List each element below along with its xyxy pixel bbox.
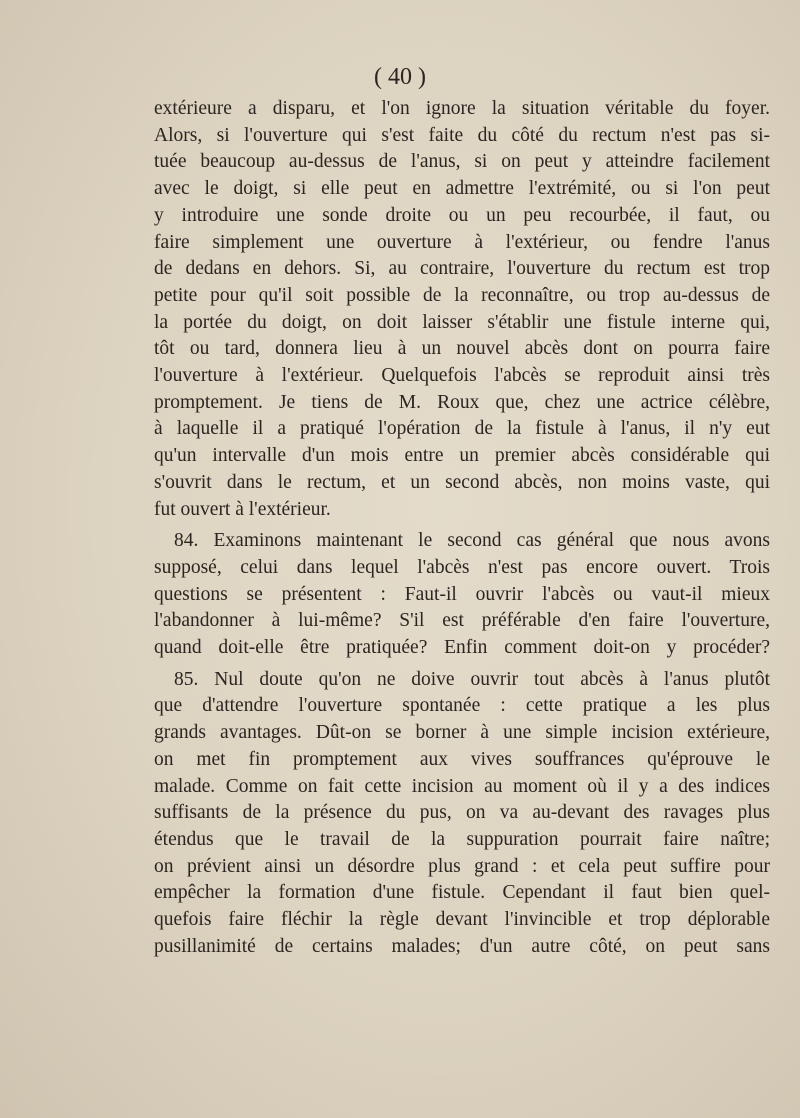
text-line: l'ouverture à l'extérieur. Quelquefois l'abcès se reproduit ainsi très	[154, 365, 770, 387]
text-line: suffisants de la présence du pus, on va au-devant des ravages plus	[154, 802, 770, 824]
text-line: Alors, si l'ouverture qui s'est faite du côté du rectum n'est pas si-	[154, 124, 770, 146]
text-line: supposé, celui dans lequel l'abcès n'est pas encore ouvert. Trois	[154, 556, 770, 578]
page-number: ( 40 )	[374, 64, 426, 90]
text-line: avec le doigt, si elle peut en admettre l'extrémité, ou si l'on peut	[154, 178, 770, 200]
text-line: s'ouvrit dans le rectum, et un second abcès, non moins vaste, qui	[154, 471, 770, 493]
text-line: faire simplement une ouverture à l'extérieur, ou fendre l'anus	[154, 231, 770, 253]
body-text	[154, 96, 770, 961]
text-line: l'abandonner à lui-même? S'il est préférable d'en faire l'ouverture,	[154, 610, 770, 632]
text-line: extérieure a disparu, et l'on ignore la situation véritable du foyer.	[154, 98, 770, 119]
text-line: empêcher la formation d'une fistule. Cependant il faut bien quel-	[154, 882, 770, 904]
text-line: qu'un intervalle d'un mois entre un premier abcès considérable qui	[154, 445, 770, 467]
paragraph-3	[154, 667, 770, 961]
text-line: la portée du doigt, on doit laisser s'établir une fistule interne qui,	[154, 311, 770, 333]
text-line: questions se présentent : Faut-il ouvrir l'abcès ou vaut-il mieux	[154, 583, 770, 605]
text-line: on met fin promptement aux vives souffrances qu'éprouve le	[154, 748, 770, 770]
text-line: malade. Comme on fait cette incision au moment où il y a des indices	[154, 775, 770, 797]
text-line: y introduire une sonde droite ou un peu recourbée, il faut, ou	[154, 204, 770, 226]
text-line: grands avantages. Dût-on se borner à une simple incision extérieure,	[154, 722, 770, 744]
text-line: tuée beaucoup au-dessus de l'anus, si on peut y atteindre facilement	[154, 151, 770, 173]
text-line: tôt ou tard, donnera lieu à un nouvel abcès dont on pourra faire	[154, 338, 770, 360]
paragraph-1	[0, 96, 770, 523]
text-line: à laquelle il a pratiqué l'opération de la fistule à l'anus, il n'y eut	[154, 418, 770, 440]
text-line: quefois faire fléchir la règle devant l'invincible et trop déplorable	[154, 909, 770, 931]
text-line: que d'attendre l'ouverture spontanée : cette pratique a les plus	[154, 695, 770, 717]
text-line: pusillanimité de certains malades; d'un autre côté, on peut sans	[154, 935, 770, 957]
text-line: de dedans en dehors. Si, au contraire, l'ouverture du rectum est trop	[154, 258, 770, 280]
text-line: 85. Nul doute qu'on ne doive ouvrir tout abcès à l'anus plutôt	[174, 668, 770, 690]
text-line: fut ouvert à l'extérieur.	[154, 498, 331, 520]
text-line: étendus que le travail de la suppuration pourrait faire naître;	[154, 828, 770, 850]
text-line: 84. Examinons maintenant le second cas général que nous avons	[174, 530, 770, 552]
text-line: petite pour qu'il soit possible de la reconnaître, ou trop au-dessus de	[154, 284, 770, 306]
paragraph-2	[154, 528, 770, 662]
text-line: quand doit-elle être pratiquée? Enfin comment doit-on y procéder?	[154, 637, 770, 659]
text-line: promptement. Je tiens de M. Roux que, chez une actrice célèbre,	[154, 391, 770, 413]
text-line: on prévient ainsi un désordre plus grand : et cela peut suffire pour	[154, 855, 770, 877]
